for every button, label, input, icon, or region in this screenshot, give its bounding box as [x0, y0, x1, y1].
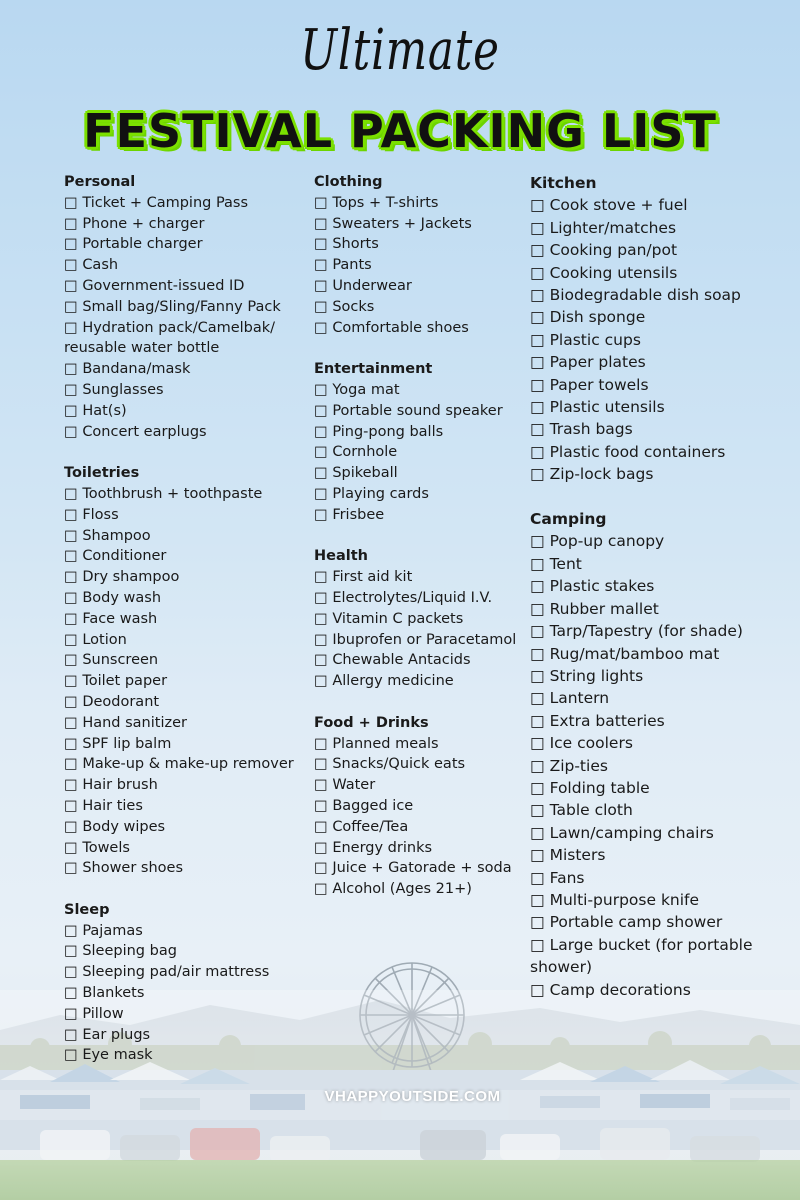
checklist-item[interactable]: □ Phone + charger	[64, 214, 304, 235]
checklist-item[interactable]: □ Ping-pong balls	[314, 422, 524, 443]
checklist-item[interactable]: □ Yoga mat	[314, 380, 524, 401]
column-left	[64, 172, 304, 1087]
section-title: Sleep	[64, 901, 110, 918]
checklist-item[interactable]: □ Hydration pack/Camelbak/ reusable water bottle	[64, 318, 304, 360]
checklist-item[interactable]: □ Bandana/mask	[64, 359, 304, 380]
checklist-item[interactable]: □ Cash	[64, 255, 304, 276]
checklist-item[interactable]: □ Lighter/matches	[530, 217, 792, 239]
section-kitchen	[530, 172, 792, 486]
checklist-item[interactable]: □ Snacks/Quick eats	[314, 754, 524, 775]
checklist-item[interactable]: □ Ibuprofen or Paracetamol	[314, 630, 524, 651]
checklist-item[interactable]: □ String lights	[530, 665, 792, 687]
checklist-item[interactable]: □ Towels	[64, 838, 304, 859]
checklist-item[interactable]: □ Juice + Gatorade + soda	[314, 858, 524, 879]
checklist-item[interactable]: □ First aid kit	[314, 567, 524, 588]
section-title: Entertainment	[314, 361, 433, 378]
checklist-item[interactable]: □ Extra batteries	[530, 710, 792, 732]
checklist-item[interactable]: □ Lawn/camping chairs	[530, 822, 792, 844]
checklist-item[interactable]: □ Pillow	[64, 1004, 304, 1025]
column-middle	[314, 172, 524, 921]
column-right	[530, 172, 792, 1023]
checklist	[64, 921, 304, 1067]
checklist-item[interactable]: □ Pop-up canopy	[530, 530, 792, 552]
checklist-item[interactable]: □ Eye mask	[64, 1045, 304, 1066]
checklist-item[interactable]: □ Tarp/Tapestry (for shade)	[530, 620, 792, 642]
checklist-item[interactable]: □ Zip-lock bags	[530, 463, 792, 485]
checklist-item[interactable]: □ Toilet paper	[64, 671, 304, 692]
checklist-item[interactable]: □ Fans	[530, 867, 792, 889]
checklist-item[interactable]: □ Face wash	[64, 609, 304, 630]
checklist-item[interactable]: □ Floss	[64, 505, 304, 526]
checklist-item[interactable]: □ Government-issued ID	[64, 276, 304, 297]
checklist-item[interactable]: □ Ice coolers	[530, 732, 792, 754]
checklist	[314, 567, 524, 692]
section-title: Toiletries	[64, 465, 140, 482]
checklist-item[interactable]: □ Cook stove + fuel	[530, 194, 792, 216]
checklist-item[interactable]: □ Make-up & make-up remover	[64, 754, 304, 775]
checklist-item[interactable]: □ Cooking utensils	[530, 262, 792, 284]
checklist-item[interactable]: □ Ear plugs	[64, 1025, 304, 1046]
checklist-item[interactable]: □ Concert earplugs	[64, 422, 304, 443]
checklist-item[interactable]: □ Cooking pan/pot	[530, 239, 792, 261]
checklist-item[interactable]: □ Multi-purpose knife	[530, 889, 792, 911]
checklist-item[interactable]: □ Table cloth	[530, 799, 792, 821]
checklist-item[interactable]: □ Bagged ice	[314, 796, 524, 817]
checklist-item[interactable]: □ Misters	[530, 844, 792, 866]
checklist-item[interactable]: □ Paper plates	[530, 351, 792, 373]
checklist-item[interactable]: □ Chewable Antacids	[314, 650, 524, 671]
checklist-item[interactable]: □ Camp decorations	[530, 979, 792, 1001]
checklist-item[interactable]: □ Shampoo	[64, 526, 304, 547]
checklist	[64, 193, 304, 443]
checklist-item[interactable]: □ Spikeball	[314, 463, 524, 484]
checklist-item[interactable]: □ Body wash	[64, 588, 304, 609]
checklist-item[interactable]: □ Large bucket (for portable shower)	[530, 934, 792, 979]
checklist-item[interactable]: □ Shorts	[314, 234, 524, 255]
checklist-item[interactable]: □ Small bag/Sling/Fanny Pack	[64, 297, 304, 318]
section-entertainment	[314, 359, 524, 525]
checklist-item[interactable]: □ Lantern	[530, 687, 792, 709]
checklist-item[interactable]: □ Rug/mat/bamboo mat	[530, 643, 792, 665]
checklist-item[interactable]: □ Water	[314, 775, 524, 796]
checklist-item[interactable]: □ Plastic food containers	[530, 441, 792, 463]
checklist-item[interactable]: □ Toothbrush + toothpaste	[64, 484, 304, 505]
checklist-item[interactable]: □ Portable charger	[64, 234, 304, 255]
checklist-item[interactable]: □ Comfortable shoes	[314, 318, 524, 339]
checklist-item[interactable]: □ Plastic stakes	[530, 575, 792, 597]
checklist-item[interactable]: □ Biodegradable dish soap	[530, 284, 792, 306]
checklist-item[interactable]: □ Socks	[314, 297, 524, 318]
checklist-item[interactable]: □ Tent	[530, 553, 792, 575]
checklist-item[interactable]: □ Sleeping bag	[64, 941, 304, 962]
checklist	[64, 484, 304, 879]
checklist-item[interactable]: □ Dish sponge	[530, 306, 792, 328]
checklist-item[interactable]: □ Lotion	[64, 630, 304, 651]
checklist-item[interactable]: □ Cornhole	[314, 442, 524, 463]
checklist-item[interactable]: □ Frisbee	[314, 505, 524, 526]
checklist-item[interactable]: □ Pajamas	[64, 921, 304, 942]
section-title: Kitchen	[530, 174, 597, 192]
checklist	[530, 530, 792, 1001]
checklist	[314, 734, 524, 900]
checklist-item[interactable]: □ Energy drinks	[314, 838, 524, 859]
site-watermark: VHAPPYOUTSIDE.COM	[324, 1088, 501, 1105]
checklist-item[interactable]: □ Ticket + Camping Pass	[64, 193, 304, 214]
checklist-item[interactable]: □ Blankets	[64, 983, 304, 1004]
checklist-item[interactable]: □ Deodorant	[64, 692, 304, 713]
checklist-item[interactable]: □ Sunglasses	[64, 380, 304, 401]
section-title: Health	[314, 548, 368, 565]
checklist-item[interactable]: □ Planned meals	[314, 734, 524, 755]
checklist	[314, 193, 524, 339]
checklist-item[interactable]: □ Zip-ties	[530, 755, 792, 777]
checklist-item[interactable]: □ Dry shampoo	[64, 567, 304, 588]
checklist-item[interactable]: □ Hair brush	[64, 775, 304, 796]
checklist-item[interactable]: □ Plastic cups	[530, 329, 792, 351]
checklist-item[interactable]: □ Rubber mallet	[530, 598, 792, 620]
checklist-item[interactable]: □ Plastic utensils	[530, 396, 792, 418]
checklist-item[interactable]: □ SPF lip balm	[64, 734, 304, 755]
section-health	[314, 546, 524, 692]
checklist-item[interactable]: □ Alcohol (Ages 21+)	[314, 879, 524, 900]
section-title: Clothing	[314, 174, 383, 190]
checklist-item[interactable]: □ Hand sanitizer	[64, 713, 304, 734]
checklist-item[interactable]: □ Body wipes	[64, 817, 304, 838]
section-title: Personal	[64, 174, 136, 190]
checklist-item[interactable]: □ Conditioner	[64, 546, 304, 567]
checklist-item[interactable]: □ Sweaters + Jackets	[314, 214, 524, 235]
checklist-item[interactable]: □ Tops + T-shirts	[314, 193, 524, 214]
section-personal	[64, 172, 304, 442]
section-camping	[530, 508, 792, 1001]
checklist	[314, 380, 524, 526]
checklist-item[interactable]: □ Hair ties	[64, 796, 304, 817]
checklist-item[interactable]: □ Paper towels	[530, 374, 792, 396]
section-sleep	[64, 900, 304, 1066]
section-title: Food + Drinks	[314, 714, 429, 731]
checklist-item[interactable]: □ Underwear	[314, 276, 524, 297]
checklist-item[interactable]: □ Pants	[314, 255, 524, 276]
checklist-item[interactable]: □ Portable sound speaker	[314, 401, 524, 422]
checklist-item[interactable]: □ Portable camp shower	[530, 911, 792, 933]
checklist-item[interactable]: □ Coffee/Tea	[314, 817, 524, 838]
checklist-item[interactable]: □ Trash bags	[530, 418, 792, 440]
checklist	[530, 194, 792, 485]
checklist-item[interactable]: □ Vitamin C packets	[314, 609, 524, 630]
main-title: FESTIVAL PACKING LIST	[83, 104, 717, 158]
checklist-item[interactable]: □ Playing cards	[314, 484, 524, 505]
checklist-item[interactable]: □ Hat(s)	[64, 401, 304, 422]
checklist-item[interactable]: □ Sunscreen	[64, 650, 304, 671]
section-food-drinks	[314, 713, 524, 900]
checklist-item[interactable]: □ Folding table	[530, 777, 792, 799]
checklist-item[interactable]: □ Sleeping pad/air mattress	[64, 962, 304, 983]
checklist-item[interactable]: □ Electrolytes/Liquid I.V.	[314, 588, 524, 609]
checklist-item[interactable]: □ Shower shoes	[64, 858, 304, 879]
script-title: Ultimate	[300, 18, 500, 83]
checklist-item[interactable]: □ Allergy medicine	[314, 671, 524, 692]
section-toiletries	[64, 463, 304, 879]
section-clothing	[314, 172, 524, 338]
section-title: Camping	[530, 510, 607, 529]
